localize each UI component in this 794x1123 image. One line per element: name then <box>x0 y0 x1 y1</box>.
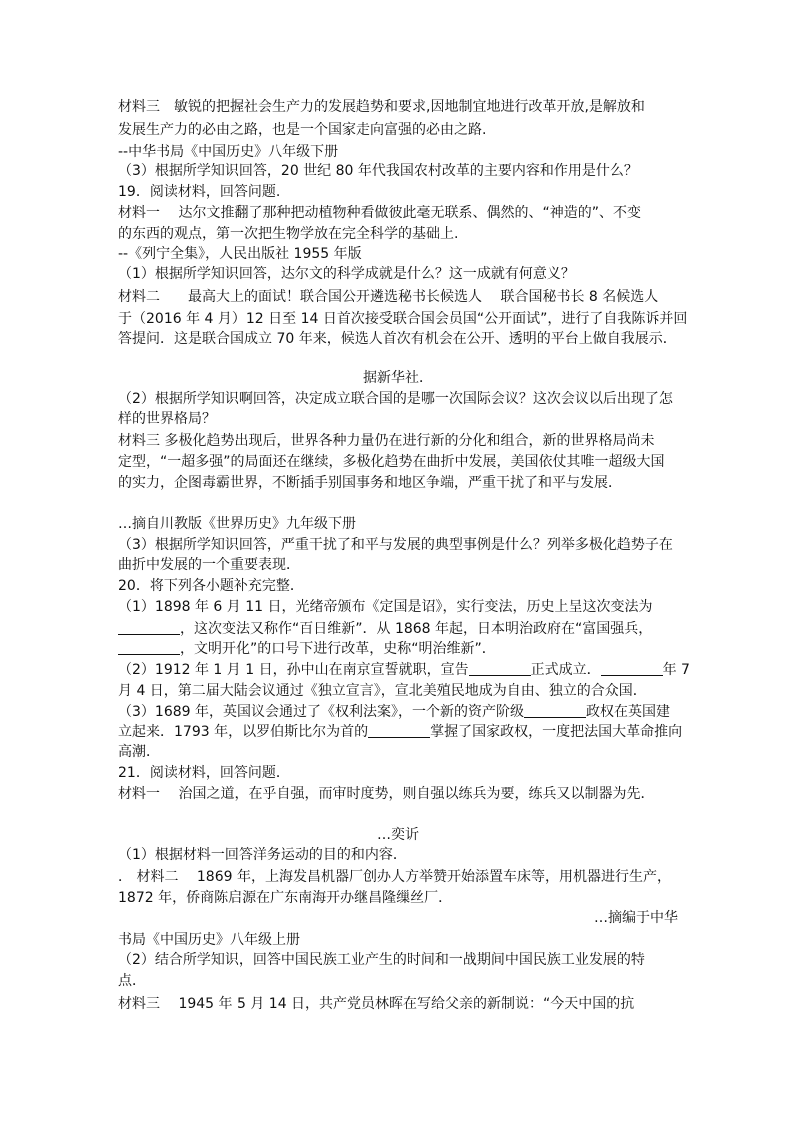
text-line: 高潮． <box>118 744 160 760</box>
text-line: 材料一 达尔文推翻了那种把动植物种看做彼此毫无联系、偶然的、“神造的”、不变 <box>118 205 641 221</box>
source-line: --《列宁全集》，人民出版社 1955 年版 <box>118 246 362 262</box>
source-line: --中华书局《中国历史》八年级下册 <box>118 144 339 160</box>
question-line: 样的世界格局？ <box>118 411 216 427</box>
text-span: ，这次变法又称作“百日维新”．从 1868 年起，日本明治政府在“富国强兵， <box>180 621 653 637</box>
question-line: 曲折中发展的一个重要表现． <box>118 557 300 573</box>
text-span: 正式成立． <box>530 662 601 678</box>
text-line: 的东西的观点，第一次把生物学放在完全科学的基础上. <box>118 226 459 242</box>
question-line: （1）1898 年 6 月 11 日，光绪帝颁布《定国是诏》，实行变法，历史上呈这次变法为 <box>118 599 653 615</box>
question-heading: 20．将下列各小题补充完整． <box>118 578 304 594</box>
question-line: （1）根据材料一回答洋务运动的目的和内容． <box>118 847 407 863</box>
question-line: （3）根据所学知识回答，严重干扰了和平与发展的典型事例是什么？列举多极化趋势子在 <box>118 537 673 553</box>
text-line: 于（2016 年 4 月）12 日至 14 日首次接受联合国会员国“公开面试”，进行了自我陈诉并回 <box>118 311 688 327</box>
question-heading: 21．阅读材料，回答问题． <box>118 765 290 781</box>
source-line: …摘自川教版《世界历史》九年级下册 <box>118 516 356 532</box>
answer-blank[interactable] <box>524 703 586 718</box>
answer-blank[interactable] <box>601 661 663 676</box>
fill-line <box>118 620 678 638</box>
text-line: 月 4 日，第二届大陆会议通过《独立宣言》，宣北美殖民地成为自由、独立的合众国． <box>118 683 647 699</box>
answer-blank[interactable] <box>118 640 180 655</box>
question-line: 点． <box>118 973 146 989</box>
text-span: （2）1912 年 1 月 1 日，孙中山在南京宣誓就职，宣告 <box>118 662 469 678</box>
question-line: （2）根据所学知识啊回答，决定成立联合国的是哪一次国际会议？这次会议以后出现了怎 <box>118 391 673 407</box>
text-line: 材料三 1945 年 5 月 14 日，共产党员林晖在写给父亲的新制说：“今天中国的抗 <box>118 996 635 1012</box>
text-line: 材料三 多极化趋势出现后，世界各种力量仍在进行新的分化和组合，新的世界格局尚未 <box>118 433 655 449</box>
text-line: ． 材料二 1869 年，上海发昌机器厂创办人方举赞开始添置车床等，用机器进行生产， <box>118 869 671 885</box>
text-span: 政权在英国建 <box>586 704 670 720</box>
text-span: ，文明开化”的口号下进行改革，史称“明治维新”． <box>180 641 496 657</box>
source-line: 书局《中国历史》八年级上册 <box>118 932 300 948</box>
answer-blank[interactable] <box>118 620 180 635</box>
fill-line <box>118 723 683 741</box>
text-line: 答提问．这是联合国成立 70 年来，候选人首次有机会在公开、透明的平台上做自我展示． <box>118 331 677 347</box>
text-line: 材料一 治国之道，在乎自强，而审时度势，则自强以练兵为要，练兵又以制器为先． <box>118 786 655 802</box>
text-line: 的实力，企图毒霸世界，不断插手别国事务和地区争端，严重干扰了和平与发展． <box>118 475 622 491</box>
fill-line <box>118 640 678 658</box>
answer-blank[interactable] <box>469 661 531 676</box>
question-heading: 19．阅读材料，回答问题. <box>118 184 281 200</box>
source-line: …奕䜣 <box>377 827 419 843</box>
text-line: 材料二 最高大上的面试！联合国公开遴选秘书长候选人 联合国秘书长 8 名候选人 <box>118 289 659 305</box>
fill-line <box>118 661 690 679</box>
text-line: 材料三 敏锐的把握社会生产力的发展趋势和要求,因地制宜地进行改革开放,是解放和 <box>118 99 645 115</box>
text-span: 立起来．1793 年，以罗伯斯比尔为首的 <box>118 724 369 740</box>
question-line: （1）根据所学知识回答，达尔文的科学成就是什么？这一成就有何意义？ <box>118 266 575 282</box>
text-span: 年 7 <box>662 662 690 678</box>
text-line: 1872 年，侨商陈启源在广东南海开办继昌隆缫丝厂． <box>118 890 453 906</box>
question-line: （3）根据所学知识回答，20 世纪 80 年代我国农村改革的主要内容和作用是什么？ <box>118 163 638 179</box>
question-line: （2）结合所学知识，回答中国民族工业产生的时间和一战期间中国民族工业发展的特 <box>118 952 645 968</box>
source-line: …摘编于中华 <box>594 910 678 926</box>
text-span: （3）1689 年，英国议会通过了《权利法案》，一个新的资产阶级 <box>118 704 524 720</box>
text-line: 定型，“一超多强”的局面还在继续，多极化趋势在曲折中发展，美国依仗其唯一超级大国 <box>118 454 665 470</box>
text-span: 掌握了国家政权，一度把法国大革命推向 <box>430 724 683 740</box>
fill-line <box>118 703 678 721</box>
text-line: 发展生产力的必由之路，也是一个国家走向富强的必由之路. <box>118 122 487 138</box>
source-line: 据新华社． <box>363 370 433 386</box>
answer-blank[interactable] <box>368 723 430 738</box>
